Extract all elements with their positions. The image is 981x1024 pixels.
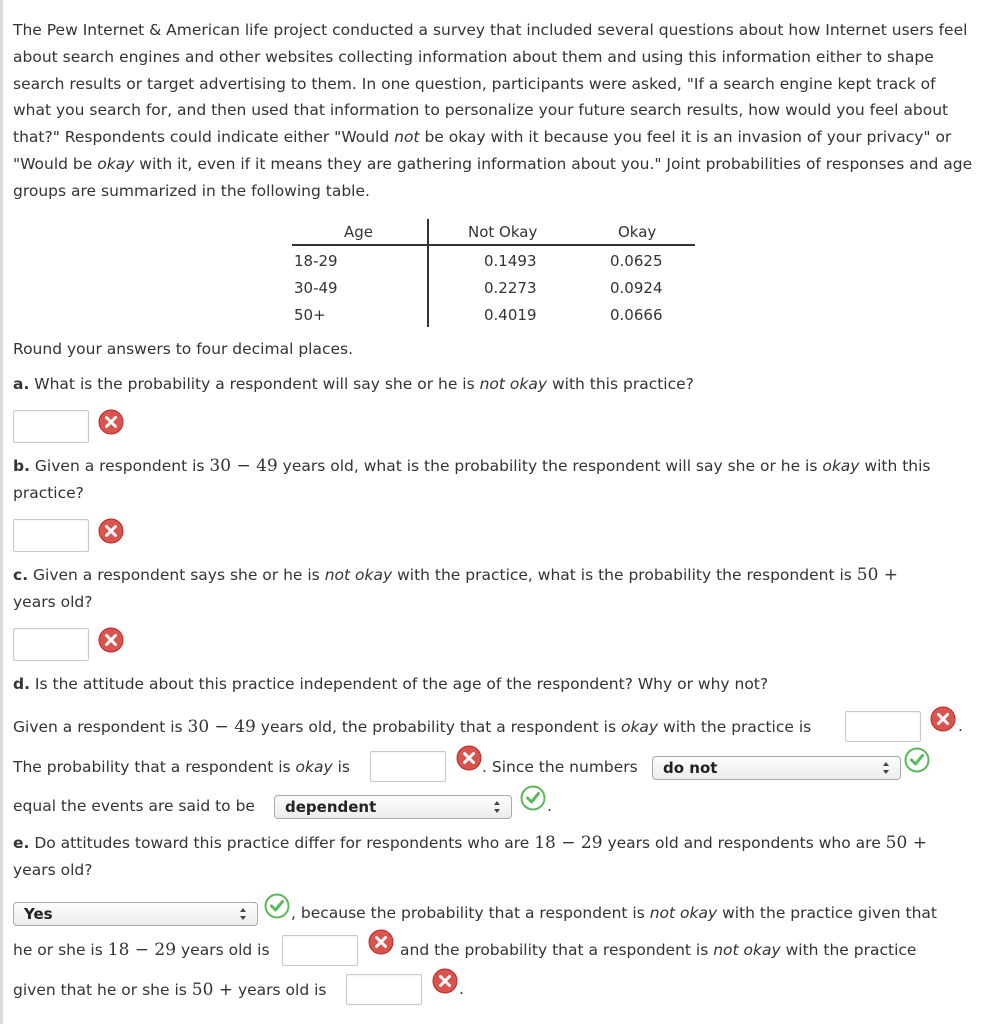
answer-d-okay-input[interactable]	[370, 751, 446, 782]
question-b-text-3: with this	[859, 457, 931, 475]
intro-em-not: not	[394, 128, 420, 147]
incorrect-icon	[368, 929, 394, 955]
question-d-s2-em: okay	[295, 758, 333, 776]
intro-text-1: The Pew Internet & American life project conducted a survey that included several questions about how Internet users feel about search engines and other websites collecting information about them and using this information either to shape search results or target advertising to them. In one question, participants were asked, "If a search engine kept track of what you search for, and then used that information to personalize your future search results, how would you feel about that?" Respondents could indicate either "Would	[13, 21, 968, 147]
question-e-s3-text-b: years old is	[233, 981, 327, 999]
question-e-text-2: years old and respondents who are	[602, 834, 886, 852]
question-b-text-1: Given a respondent is	[29, 457, 210, 475]
row-not-okay: 0.2273	[484, 279, 537, 297]
intro-em-okay: okay	[97, 154, 135, 173]
answer-c-input[interactable]	[13, 628, 89, 661]
question-e-s2-text-a: he or she is	[13, 941, 108, 959]
intro-text-2: be okay with it because you feel it is an invasion of your privacy" or "Would be	[13, 128, 952, 173]
question-d-s1-text-a: Given a respondent is	[13, 718, 188, 736]
probability-table	[292, 219, 695, 327]
question-a-text-2: with this practice?	[547, 375, 694, 393]
intro-paragraph	[13, 17, 973, 205]
question-c-em: not okay	[324, 566, 393, 584]
question-e-sentence-3	[13, 980, 326, 1000]
question-b-label: b.	[13, 457, 30, 475]
question-e-sentence-1	[291, 904, 937, 922]
question-d-s3-text: equal the events are said to be	[13, 797, 255, 815]
question-d	[13, 675, 768, 693]
question-e-s1-text-a: , because the probability that a respondent is	[291, 904, 650, 922]
answer-e-50-plus-input[interactable]	[346, 974, 422, 1005]
answer-b-input[interactable]	[13, 519, 89, 552]
row-not-okay: 0.1493	[484, 252, 537, 270]
answer-a-input[interactable]	[13, 410, 89, 443]
row-okay: 0.0924	[610, 279, 663, 297]
question-b-text-2: years old, what is the probability the respondent will say she or he is	[277, 457, 823, 475]
question-d-label: d.	[13, 675, 30, 693]
differ-select[interactable]	[13, 902, 258, 926]
correct-icon	[904, 747, 930, 773]
question-a-em: not okay	[479, 375, 548, 393]
correct-icon	[520, 785, 546, 811]
table-vertical-rule	[427, 219, 429, 327]
question-a-text-1: What is the probability a respondent will say she or he is	[29, 375, 480, 393]
question-e-s3-text-a: given that he or she is	[13, 981, 192, 999]
row-okay: 0.0666	[610, 306, 663, 324]
left-border	[0, 0, 3, 1024]
intro-text-3: with it, even if it means they are gathering information about you." Joint probabilities of responses and age groups are summarized in the following table.	[13, 154, 973, 200]
question-c-line2: years old?	[13, 593, 93, 611]
question-c-text-1: Given a respondent says she or he is	[28, 566, 325, 584]
question-e-s2-text-c: and the probability that a respondent is	[400, 941, 714, 959]
incorrect-icon	[930, 706, 956, 732]
table-horizontal-rule	[292, 244, 695, 246]
select-arrows-icon	[239, 906, 247, 922]
incorrect-icon	[98, 518, 124, 544]
question-d-s1-text-c: with the practice is	[658, 718, 812, 736]
question-d-s2-text-b: is	[332, 758, 350, 776]
sentence-period: .	[958, 717, 963, 735]
row-age: 30-49	[294, 279, 338, 297]
incorrect-icon	[432, 968, 458, 994]
sentence-period: .	[459, 980, 464, 998]
question-e-s1-em: not okay	[649, 904, 718, 922]
row-age: 50+	[294, 306, 326, 324]
question-e-line2: years old?	[13, 861, 93, 879]
correct-icon	[264, 893, 290, 919]
dependence-select-value: dependent	[285, 798, 377, 816]
question-d-sentence-2	[13, 758, 350, 776]
sentence-period: .	[547, 797, 552, 815]
equality-select-value: do not	[663, 759, 718, 777]
dependence-select[interactable]	[274, 795, 512, 819]
question-e-s2-text-d: with the practice	[780, 941, 917, 959]
question-c	[13, 565, 898, 585]
header-okay: Okay	[618, 223, 657, 241]
question-b-math: 30 − 49	[209, 456, 278, 476]
question-e-math-2: 50 +	[885, 833, 927, 853]
header-age: Age	[344, 223, 374, 241]
question-e-label: e.	[13, 834, 30, 852]
round-note: Round your answers to four decimal places.	[13, 340, 354, 358]
question-e-sentence-2	[13, 940, 270, 960]
row-not-okay: 0.4019	[484, 306, 537, 324]
question-c-label: c.	[13, 566, 29, 584]
incorrect-icon	[98, 627, 124, 653]
question-c-math: 50 +	[856, 565, 899, 585]
question-d-text: Is the attitude about this practice independent of the age of the respondent? Why or why not?	[29, 675, 769, 693]
question-b	[13, 456, 931, 476]
question-d-s1-em: okay	[620, 718, 659, 736]
select-arrows-icon	[882, 760, 890, 776]
row-okay: 0.0625	[610, 252, 663, 270]
differ-select-value: Yes	[24, 905, 53, 923]
question-c-text-2: with the practice, what is the probability the respondent is	[392, 566, 857, 584]
question-d-s2-text-a: The probability that a respondent is	[13, 758, 296, 776]
answer-d-okay-given-30-49-input[interactable]	[845, 711, 921, 742]
incorrect-icon	[456, 745, 482, 771]
question-e-s2-math: 18 − 29	[107, 940, 177, 960]
question-b-line2: practice?	[13, 484, 84, 502]
question-d-s1-text-b: years old, the probability that a respondent is	[255, 718, 621, 736]
question-e-s3-math: 50 +	[191, 980, 234, 1000]
incorrect-icon	[98, 409, 124, 435]
question-e-s1-text-b: with the practice given that	[717, 904, 937, 922]
question-e-s2-em: not okay	[713, 941, 781, 959]
question-a-label: a.	[13, 375, 30, 393]
header-not-okay: Not Okay	[468, 223, 538, 241]
select-arrows-icon	[493, 799, 501, 815]
question-e-text-1: Do attitudes toward this practice differ for respondents who are	[29, 834, 535, 852]
question-a	[13, 375, 694, 393]
question-e-s2-text-b: years old is	[176, 941, 270, 959]
answer-e-18-29-input[interactable]	[282, 935, 358, 966]
question-e-s2-rest	[400, 941, 916, 959]
question-e-math-1: 18 − 29	[534, 833, 603, 853]
question-e	[13, 833, 927, 853]
row-age: 18-29	[294, 252, 338, 270]
question-d-s1-math: 30 − 49	[187, 717, 256, 737]
question-d-sentence-1	[13, 717, 811, 737]
question-d-s2-text-c: . Since the numbers	[482, 758, 638, 776]
question-b-em: okay	[822, 457, 860, 475]
equality-select[interactable]	[652, 756, 901, 780]
